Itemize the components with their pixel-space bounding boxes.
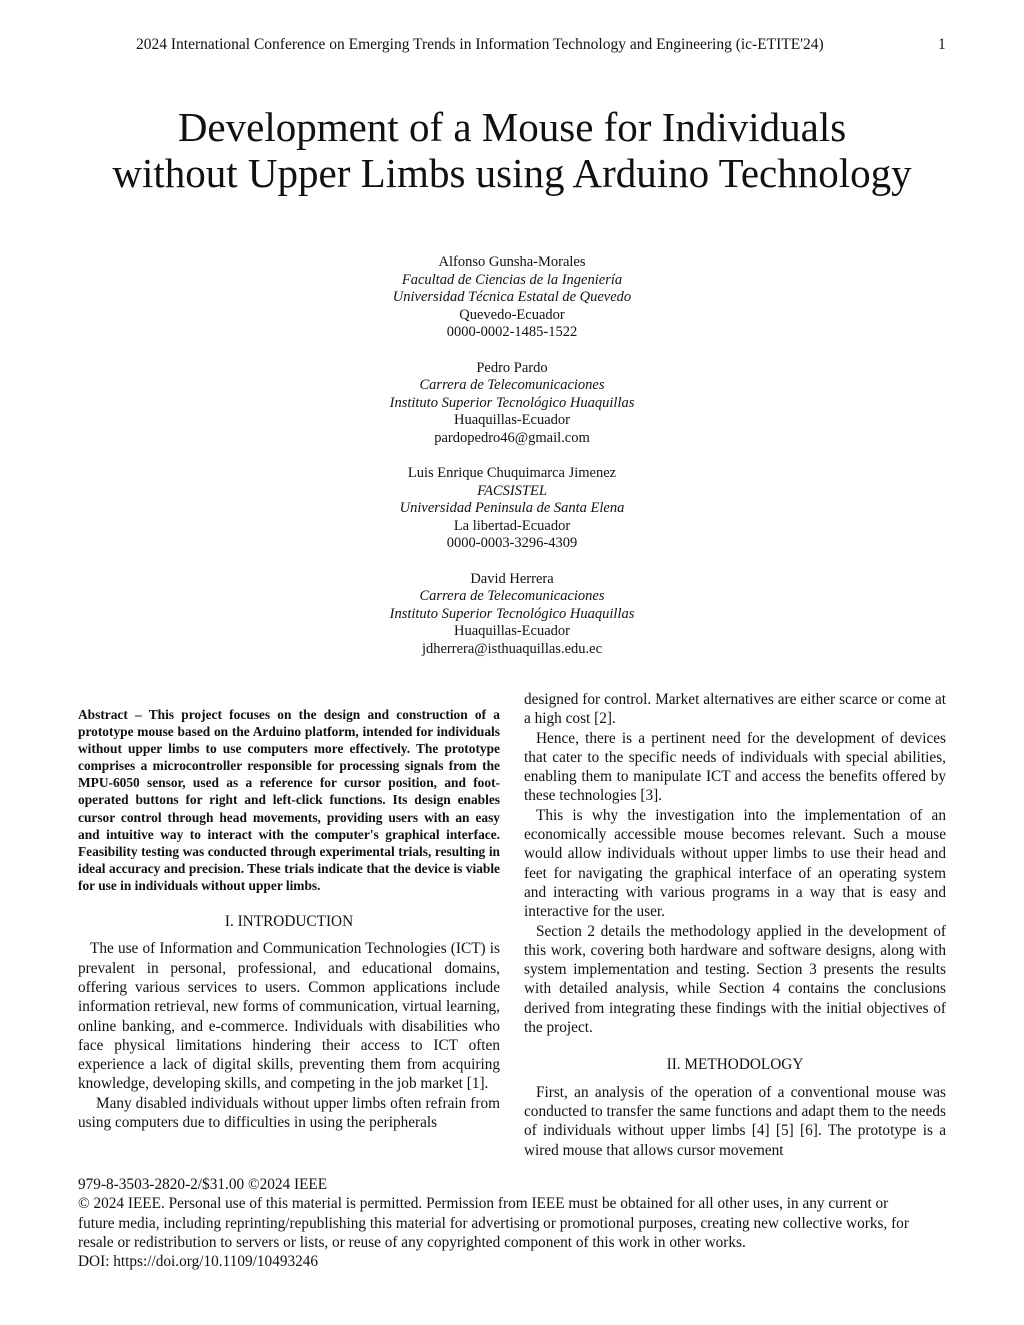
paragraph: The use of Information and Communication Technologies (ICT) is prevalent in personal, professional, and educational domains, offering various services to users. Common applications include information retrieval, new forms of communication, virtual learning, online banking, and e-commerce. Individuals with disabilities who face physical limitations hindering their access to ICT often experience a lack of digital skills, preventing them from acquiring knowledge, developing skills, and competing in the job market [1].: [78, 940, 500, 1093]
page-number: 1: [938, 36, 946, 53]
author-city: Huaquillas-Ecuador: [454, 412, 570, 428]
author-city: La libertad-Ecuador: [453, 517, 571, 534]
author-organization: Instituto Superior Tecnológico Huaquillas: [389, 394, 635, 411]
author-name: Pedro Pardo: [476, 359, 548, 376]
conference-name: 2024 International Conference on Emerging Trends in Information Technology and Engineering (ic-ETITE'24): [136, 36, 824, 53]
title-line-1: Development of a Mouse for Individuals: [177, 104, 847, 150]
right-column: [524, 690, 946, 1160]
section-heading-methodology: II. METHODOLOGY: [666, 1056, 804, 1074]
author-organization: Instituto Superior Tecnológico Huaquillas: [389, 605, 635, 622]
section-heading-introduction: I. INTRODUCTION: [224, 913, 354, 931]
author-list: [262, 254, 762, 676]
paragraph: Hence, there is a pertinent need for the development of devices that cater to the specific needs of individuals with special abilities, enabling them to manipulate ICT and access the benefits offered by these technologies [3].: [524, 729, 946, 805]
paragraph: designed for control. Market alternatives are either scarce or come at a high cost [2].: [524, 691, 946, 728]
author-organization: Universidad Técnica Estatal de Quevedo: [392, 289, 632, 305]
paragraph: This is why the investigation into the implementation of an economically accessible mouse becomes relevant. Such a mouse would allow individuals without upper limbs to use their head and feet for navigating the graphical interface of an operating system and interacting with various programs in a way that is easy and interactive for the user.: [524, 806, 946, 921]
author-name: Luis Enrique Chuquimarca Jimenez: [407, 465, 617, 481]
left-column: [78, 706, 500, 1132]
abstract: Abstract – This project focuses on the design and construction of a prototype mouse based on the Arduino platform, intended for individuals without upper limbs to use computers more effectively. The prototype comprises a microcontroller responsible for processing signals from the MPU-6050 sensor, used as a reference for cursor position, and foot-operated buttons for right and left-click functions. Its design enables cursor control through head movements, providing users with an easy and intuitive way to interact with the computer's graphical interface. Feasibility testing was conducted through experimental trials, resulting in ideal accuracy and precision. These trials indicate that the device is viable for use in individuals without upper limbs.: [78, 707, 500, 893]
isbn-line: 979-8-3503-2820-2/$31.00 ©2024 IEEE: [78, 1176, 328, 1193]
author-block: [262, 571, 762, 659]
author-contact: jdherrera@isthuaquillas.edu.ec: [421, 640, 603, 657]
author-city: Quevedo-Ecuador: [459, 306, 565, 323]
author-block: [262, 254, 762, 342]
author-department: Carrera de Telecomunicaciones: [419, 588, 605, 604]
author-name: David Herrera: [470, 570, 554, 587]
author-department: Facultad de Ciencias de la Ingeniería: [401, 271, 623, 288]
paragraph: First, an analysis of the operation of a conventional mouse was conducted to transfer the same functions and adapt them to the needs of individuals without upper limbs [4] [5] [6]. The prototype is a wired mouse that allows cursor movement: [524, 1083, 946, 1159]
author-name: Alfonso Gunsha-Morales: [438, 254, 586, 270]
author-organization: Universidad Peninsula de Santa Elena: [399, 500, 625, 516]
title-line-2: without Upper Limbs using Arduino Technology: [112, 150, 912, 196]
author-city: Huaquillas-Ecuador: [454, 623, 570, 639]
copyright-notice: © 2024 IEEE. Personal use of this material is permitted. Permission from IEEE must be obtained for all other uses, in any current or future media, including reprinting/republishing this material for advertising or promotional purposes, creating new collective works, for resale or redistribution to servers or lists, or reuse of any copyrighted component of this work in other works.: [78, 1195, 909, 1251]
author-block: [262, 360, 762, 448]
author-department: FACSISTEL: [477, 482, 547, 499]
author-contact: pardopedro46@gmail.com: [434, 429, 590, 446]
paper-title: [60, 104, 964, 196]
copyright-footer: [78, 1175, 928, 1271]
author-contact: 0000-0002-1485-1522: [446, 324, 578, 340]
author-department: Carrera de Telecomunicaciones: [419, 377, 605, 393]
author-block: [262, 465, 762, 553]
doi-line: DOI: https://doi.org/10.1109/10493246: [78, 1253, 319, 1271]
paragraph: Many disabled individuals without upper limbs often refrain from using computers due to difficulties in using the peripherals: [78, 1094, 500, 1131]
author-contact: 0000-0003-3296-4309: [446, 535, 578, 551]
paragraph: Section 2 details the methodology applied in the development of this work, covering both hardware and software designs, along with system implementation and testing. Section 3 presents the results with detailed analysis, while Section 4 contains the conclusions derived from integrating these findings with the initial objectives of the project.: [524, 922, 946, 1037]
